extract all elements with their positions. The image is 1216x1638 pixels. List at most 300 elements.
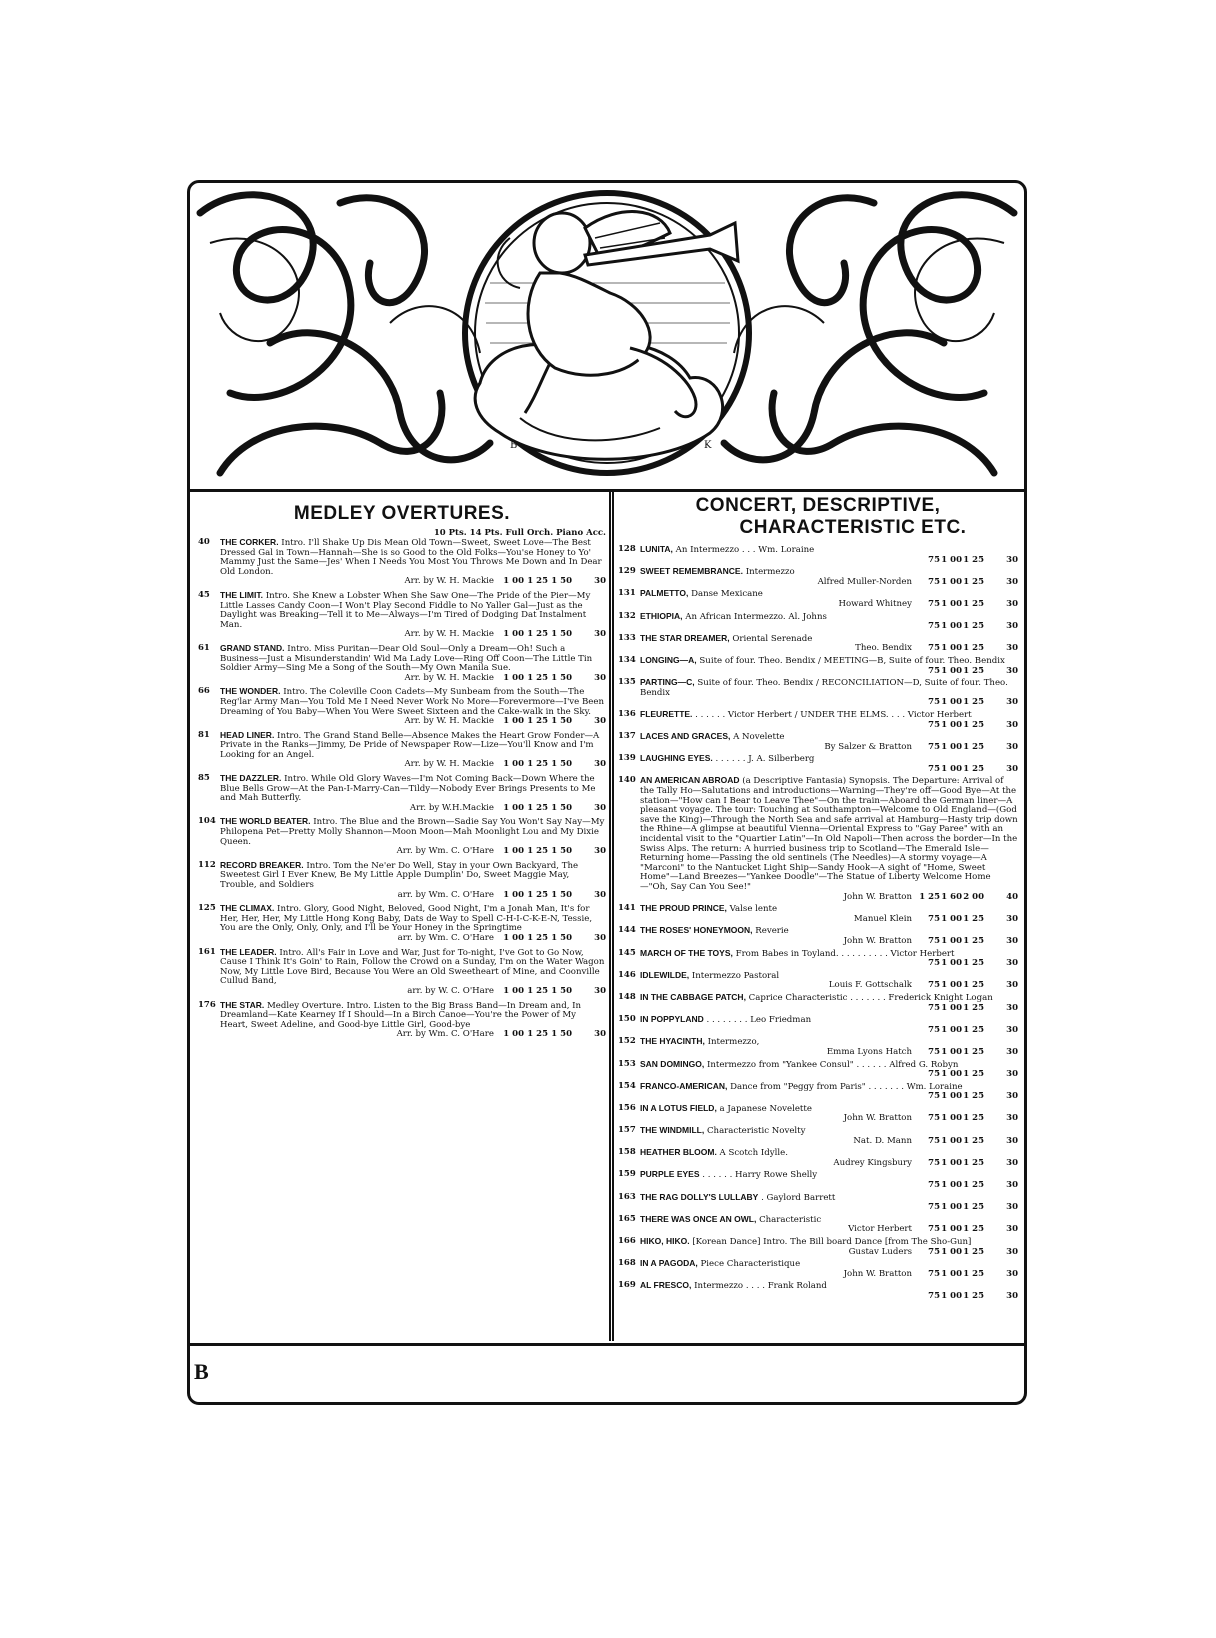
entry-price: 1 00	[941, 958, 962, 969]
entry-composer: John W. Bratton	[843, 1268, 912, 1279]
entry-composer: Audrey Kingsbury	[833, 1157, 912, 1168]
entry-composer: Nat. D. Mann	[853, 1135, 912, 1146]
entry-price: 1 00	[941, 1069, 962, 1080]
entry-price: 30	[594, 846, 606, 857]
entry-price: 1 00	[941, 643, 962, 654]
entry-arranger: Arr. by W. H. Mackie	[404, 576, 494, 587]
entry-price: 1 50	[551, 802, 572, 813]
entry-prices	[918, 1159, 1018, 1169]
concert-entry	[618, 710, 1018, 730]
entry-description: An Intermezzo . . . Wm. Loraine	[675, 545, 815, 555]
entry-price: 1 00	[941, 1246, 962, 1257]
entry-price: 75	[928, 913, 940, 924]
entry-number: 133	[618, 632, 636, 643]
entry-title: THE WONDER.	[220, 686, 281, 697]
entry-number: 134	[618, 654, 636, 665]
concert-entry	[618, 1082, 1018, 1102]
entry-number: 146	[618, 969, 636, 980]
entry-body	[220, 1001, 606, 1040]
entry-body	[640, 926, 1018, 946]
entry-description: Characteristic	[759, 1214, 822, 1225]
entry-description: . . . . . . Victor Herbert / UNDER THE ELMS. . . . Victor Herbert	[695, 709, 972, 720]
entry-body	[640, 1082, 1018, 1102]
entry-number: 158	[618, 1147, 636, 1158]
entry-number: 139	[618, 753, 636, 764]
entry-price: 30	[1006, 1024, 1018, 1035]
entry-body	[220, 591, 606, 640]
entry-price: 30	[1006, 1290, 1018, 1301]
entry-price: 30	[594, 716, 606, 727]
entry-description: Intro. Miss Puritan—Dear Old Soul—Only a Dream—Oh! Such a Business—Just a Misunderstandin' Wid Ma Lady Love—Ring Off Coon—The Little Tin Soldier Army—Sing Me a Song of the South—My Own Manila Sue.	[220, 643, 593, 674]
entry-number: 163	[618, 1191, 636, 1202]
entry-price: 1 50	[551, 629, 572, 640]
entry-price: 30	[1006, 665, 1018, 676]
medley-entry	[198, 861, 606, 900]
entry-body	[640, 1126, 1018, 1146]
entry-body	[640, 1215, 1018, 1235]
entry-description: Intro. The Coleville Coon Cadets—My Sunbeam from the South—The Reg'lar Army Man—You Told Me I Need Never Work No More—Forevermore—I've Been Dreaming of You Baby—When You Were Sweet Sixteen and the Cake-walk in the Sky.	[220, 687, 604, 717]
concert-list	[618, 545, 1018, 1302]
price-col-10pts: 10 Pts.	[433, 528, 467, 538]
entry-price: 1 50	[551, 889, 572, 900]
entry-number: 85	[198, 773, 210, 784]
entry-price: 30	[1006, 1135, 1018, 1146]
entry-composer: Gustav Luders	[848, 1246, 912, 1257]
entry-credit-line	[640, 698, 1018, 708]
entry-composer: By Salzer & Bratton	[824, 741, 912, 752]
medley-list	[198, 538, 606, 1040]
entry-price: 1 00	[941, 1046, 962, 1057]
entry-credit-line	[220, 1030, 606, 1040]
entry-credit-line	[640, 1292, 1018, 1302]
entry-price: 75	[928, 1024, 940, 1035]
entry-price: 1 25	[963, 980, 984, 991]
entry-title: MARCH OF THE TOYS,	[640, 947, 733, 958]
medley-entry	[198, 591, 606, 640]
entry-price: 1 25	[963, 763, 984, 774]
entry-description: Caprice Characteristic . . . . . . . Frederick Knight Logan	[748, 992, 993, 1003]
entry-body	[640, 634, 1018, 654]
entry-body	[640, 1104, 1018, 1124]
entry-prices	[918, 1225, 1018, 1235]
medley-entry	[198, 774, 606, 813]
entry-prices	[918, 765, 1018, 775]
entry-composer: Theo. Bendix	[855, 643, 912, 654]
entry-title: SWEET REMEMBRANCE.	[640, 566, 743, 577]
entry-title: HEAD LINER.	[220, 729, 275, 740]
entry-price: 30	[1006, 980, 1018, 991]
entry-composer: John W. Bratton	[843, 1113, 912, 1124]
entry-prices	[500, 760, 606, 770]
entry-price: 1 00	[941, 665, 962, 676]
entry-title: LONGING—A,	[640, 654, 697, 665]
entry-credit-line	[640, 893, 1018, 903]
entry-text	[640, 776, 1018, 892]
entry-credit-line	[220, 934, 606, 944]
entry-prices	[918, 698, 1018, 708]
entry-text	[640, 678, 1018, 698]
entry-prices	[918, 981, 1018, 991]
entry-body	[220, 687, 606, 726]
entry-description: Intermezzo	[745, 567, 795, 578]
entry-description: [Korean Dance] Intro. The Bill board Dance [from The Sho-Gun]	[692, 1237, 972, 1247]
entry-number: 141	[618, 903, 636, 914]
entry-price: 30	[594, 802, 606, 813]
entry-description: Oriental Serenade	[732, 633, 813, 644]
entry-price: 1 50	[551, 1029, 572, 1040]
entry-price: 30	[594, 985, 606, 996]
medley-entry	[198, 731, 606, 770]
entry-body	[220, 948, 606, 997]
entry-prices	[918, 1114, 1018, 1124]
entry-number: 104	[198, 816, 216, 827]
entry-number: 144	[618, 925, 636, 936]
entry-body	[640, 904, 1018, 924]
entry-credit-line	[640, 622, 1018, 632]
entry-prices	[500, 891, 606, 901]
entry-prices	[500, 987, 606, 997]
concert-entry	[618, 993, 1018, 1013]
entry-price: 30	[1006, 958, 1018, 969]
entry-price: 30	[1006, 763, 1018, 774]
entry-body	[640, 678, 1018, 708]
entry-body	[640, 1037, 1018, 1057]
entry-description: Reverie	[755, 926, 789, 937]
entry-title: PALMETTO,	[640, 588, 689, 599]
entry-credit-line	[640, 1225, 1018, 1235]
concert-entry	[618, 949, 1018, 969]
entry-title: THE PROUD PRINCE,	[640, 903, 727, 914]
entry-price: 1 00	[941, 980, 962, 991]
entry-prices	[918, 622, 1018, 632]
entry-price: 1 25	[527, 889, 548, 900]
artist-initial-right: K	[704, 440, 712, 451]
entry-number: 131	[618, 588, 636, 599]
entry-prices	[500, 1030, 606, 1040]
entry-price: 1 00	[941, 1180, 962, 1191]
entry-prices	[500, 934, 606, 944]
entry-price: 1 25	[527, 629, 548, 640]
entry-prices	[918, 1270, 1018, 1280]
entry-title: AN AMERICAN ABROAD	[640, 775, 740, 786]
entry-body	[640, 656, 1018, 676]
entry-prices	[500, 630, 606, 640]
entry-body	[640, 993, 1018, 1013]
concert-entry	[618, 1170, 1018, 1190]
entry-credit-line	[220, 674, 606, 684]
entry-title: LACES AND GRACES,	[640, 731, 731, 742]
entry-price: 30	[1006, 697, 1018, 708]
entry-price: 30	[594, 759, 606, 770]
entry-price: 75	[928, 643, 940, 654]
entry-price: 1 50	[551, 672, 572, 683]
entry-description: Intro. I'll Shake Up Dis Mean Old Town—Sweet, Sweet Love—The Best Dressed Gal in Town—Hannah—She is so Good to the Old Folks—You'se Honey to Yo' Mammy Just the Same—Jes' When I Needs You Most You Throws Me Down and In Dear Old London.	[220, 538, 602, 577]
entry-number: 176	[198, 999, 216, 1010]
entry-description: Suite of four. Theo. Bendix / RECONCILIATION—D, Suite of four. Theo. Bendix	[640, 678, 1008, 698]
entry-price: 1 25	[963, 1024, 984, 1035]
entry-title: IN POPPYLAND	[640, 1014, 704, 1025]
entry-price: 1 00	[503, 576, 524, 587]
entry-price: 1 25	[963, 1002, 984, 1013]
entry-price: 1 00	[941, 1157, 962, 1168]
entry-description: . . . . . . Harry Rowe Shelly	[702, 1170, 818, 1181]
medley-entry	[198, 538, 606, 587]
concert-entry	[618, 545, 1018, 565]
entry-title: FRANCO-AMERICAN,	[640, 1080, 728, 1091]
entry-body	[640, 1148, 1018, 1168]
entry-text	[640, 545, 1018, 556]
entry-prices	[918, 556, 1018, 566]
medley-overtures-heading: MEDLEY OVERTURES.	[293, 503, 511, 524]
entry-credit-line	[640, 1092, 1018, 1102]
entry-price: 75	[928, 741, 940, 752]
entry-price: 1 00	[503, 716, 524, 727]
entry-price: 1 00	[941, 1268, 962, 1279]
entry-title: THE ROSES' HONEYMOON,	[640, 925, 753, 936]
entry-price: 30	[594, 576, 606, 587]
entry-price: 30	[594, 932, 606, 943]
entry-title: HIKO, HIKO.	[640, 1236, 690, 1246]
entry-number: 156	[618, 1102, 636, 1113]
entry-price: 75	[928, 958, 940, 969]
entry-number: 148	[618, 991, 636, 1002]
entry-title: THE WORLD BEATER.	[220, 816, 311, 827]
entry-title: IN A PAGODA,	[640, 1258, 698, 1269]
entry-body	[640, 971, 1018, 991]
entry-credit-line	[640, 915, 1018, 925]
entry-text	[640, 656, 1018, 667]
entry-price: 1 25	[527, 846, 548, 857]
entry-price: 30	[1006, 719, 1018, 730]
entry-number: 112	[198, 859, 216, 870]
entry-composer: Victor Herbert	[848, 1224, 912, 1235]
entry-description: . . . . . . . . Leo Friedman	[706, 1015, 812, 1026]
entry-prices	[918, 937, 1018, 947]
entry-price: 1 25	[963, 1246, 984, 1257]
concert-descriptive-column	[618, 493, 1018, 1338]
entry-text	[640, 993, 1018, 1004]
entry-price: 1 00	[503, 889, 524, 900]
entry-prices	[918, 1203, 1018, 1213]
entry-price: 1 25	[963, 1046, 984, 1057]
entry-prices	[918, 1292, 1018, 1302]
entry-price: 1 00	[941, 913, 962, 924]
entry-price: 1 00	[941, 697, 962, 708]
entry-arranger: arr. by W. C. O'Hare	[407, 985, 494, 996]
entry-price: 30	[1006, 1046, 1018, 1057]
entry-price: 1 00	[503, 1029, 524, 1040]
entry-number: 66	[198, 686, 210, 697]
entry-prices	[918, 1137, 1018, 1147]
entry-title: THE LEADER.	[220, 946, 277, 957]
entry-number: 159	[618, 1169, 636, 1180]
entry-number: 166	[618, 1236, 636, 1246]
entry-prices	[500, 717, 606, 727]
medley-entry	[198, 948, 606, 997]
concert-entry	[618, 567, 1018, 587]
entry-description: Valse lente	[729, 904, 778, 915]
entry-credit-line	[640, 765, 1018, 775]
entry-credit-line	[640, 1004, 1018, 1014]
entry-price: 1 50	[551, 716, 572, 727]
concert-entry	[618, 1104, 1018, 1124]
entry-price: 30	[1006, 1002, 1018, 1013]
entry-price: 1 25	[527, 672, 548, 683]
entry-price: 40	[1006, 891, 1018, 902]
entry-title: RECORD BREAKER.	[220, 859, 304, 870]
medley-entry	[198, 817, 606, 856]
entry-prices	[918, 578, 1018, 588]
page-letter: B	[194, 1359, 209, 1384]
concert-entry	[618, 678, 1018, 708]
entry-description: From Babes in Toyland. . . . . . . . . . Victor Herbert	[735, 948, 955, 959]
concert-entry	[618, 1148, 1018, 1168]
entry-price: 1 00	[941, 935, 962, 946]
entry-body	[220, 731, 606, 770]
entry-title: SAN DOMINGO,	[640, 1058, 705, 1069]
entry-number: 145	[618, 947, 636, 958]
entry-price: 30	[1006, 913, 1018, 924]
entry-price: 75	[928, 697, 940, 708]
entry-number: 165	[618, 1213, 636, 1224]
entry-body	[640, 1259, 1018, 1279]
entry-prices	[918, 1181, 1018, 1191]
entry-credit-line	[640, 1248, 1018, 1258]
entry-body	[220, 538, 606, 587]
entry-arranger: Arr. by W. H. Mackie	[404, 716, 494, 727]
entry-price: 1 00	[503, 629, 524, 640]
entry-price: 1 25	[963, 1268, 984, 1279]
entry-body	[640, 1060, 1018, 1080]
entry-title: THE CLIMAX.	[220, 903, 275, 914]
entry-description: A Scotch Idylle.	[719, 1148, 788, 1159]
entry-price: 1 25	[963, 1290, 984, 1301]
entry-title: AL FRESCO,	[640, 1280, 692, 1291]
entry-price: 30	[1006, 935, 1018, 946]
entry-description: Intro. The Blue and the Brown—Sadie Say You Won't Say Nay—My Philopena Pet—Pretty Molly Shannon—Moon Moon—Mah Moonlight Lou and My Dixie Queen.	[220, 817, 605, 847]
entry-prices	[918, 644, 1018, 654]
entry-price: 75	[928, 1113, 940, 1124]
entry-description: a Japanese Novelette	[719, 1103, 812, 1114]
entry-prices	[500, 847, 606, 857]
footer-rule	[190, 1343, 1024, 1346]
entry-price: 1 00	[941, 1224, 962, 1235]
concert-entry	[618, 1193, 1018, 1213]
entry-credit-line	[220, 630, 606, 640]
entry-credit-line	[640, 578, 1018, 588]
entry-price: 75	[928, 719, 940, 730]
entry-credit-line	[220, 760, 606, 770]
entry-credit-line	[640, 721, 1018, 731]
concert-entry	[618, 1015, 1018, 1035]
entry-arranger: arr. by Wm. C. O'Hare	[397, 932, 494, 943]
entry-number: 81	[198, 729, 210, 740]
entry-credit-line	[220, 987, 606, 997]
entry-price: 30	[594, 889, 606, 900]
entry-number: 168	[618, 1258, 636, 1269]
entry-number: 157	[618, 1125, 636, 1136]
entry-title: FLEURETTE.	[640, 708, 693, 719]
entry-composer: Manuel Klein	[853, 913, 912, 924]
medley-entry	[198, 904, 606, 943]
entry-description: Intro. She Knew a Lobster When She Saw One—The Pride of the Pier—My Little Lasses Candy Coon—I Won't Play Second Fiddle to No Yaller Gal—Just as the Daylight was Breaking—Tell it to Me—Always—I'm Tired of Dodging Dat Instalment Man.	[220, 590, 591, 630]
entry-prices	[918, 743, 1018, 753]
entry-title: PURPLE EYES	[640, 1169, 700, 1180]
entry-price: 1 00	[941, 763, 962, 774]
entry-title: THE WINDMILL,	[640, 1125, 705, 1136]
entry-title: GRAND STAND.	[220, 642, 285, 653]
artist-initial-left: B	[510, 440, 518, 451]
entry-description: Intermezzo,	[707, 1037, 760, 1048]
entry-body	[640, 776, 1018, 902]
entry-credit-line	[640, 1159, 1018, 1169]
entry-prices	[918, 1026, 1018, 1036]
entry-title: HEATHER BLOOM.	[640, 1147, 717, 1158]
entry-price: 1 25	[527, 985, 548, 996]
entry-price: 1 25	[963, 697, 984, 708]
entry-number: 61	[198, 642, 210, 653]
medley-entry	[198, 644, 606, 683]
entry-number: 169	[618, 1280, 636, 1291]
entry-price: 1 25	[963, 598, 984, 609]
price-col-14pts: 14 Pts.	[469, 528, 503, 538]
entry-title: IDLEWILDE,	[640, 969, 690, 980]
entry-price: 75	[928, 1268, 940, 1279]
concert-entry	[618, 971, 1018, 991]
entry-arranger: Arr. by W. H. Mackie	[404, 672, 494, 683]
entry-body	[640, 1015, 1018, 1035]
entry-title: THE DAZZLER.	[220, 773, 282, 784]
entry-body	[220, 861, 606, 900]
entry-body	[640, 732, 1018, 752]
entry-description: Danse Mexicane	[691, 589, 763, 600]
entry-prices	[500, 577, 606, 587]
entry-price: 1 50	[551, 576, 572, 587]
entry-price: 1 00	[503, 802, 524, 813]
entry-price: 1 50	[551, 932, 572, 943]
entry-number: 129	[618, 566, 636, 577]
medley-overtures-column	[198, 493, 606, 1338]
entry-price: 75	[928, 1002, 940, 1013]
entry-description: Piece Characteristique	[700, 1259, 801, 1270]
entry-number: 140	[618, 775, 636, 786]
entry-price: 1 00	[503, 759, 524, 770]
entry-prices	[918, 1048, 1018, 1058]
concert-entry	[618, 776, 1018, 902]
entry-price: 75	[928, 1290, 940, 1301]
entry-price: 30	[1006, 554, 1018, 565]
entry-composer: Howard Whitney	[838, 598, 912, 609]
entry-composer: John W. Bratton	[843, 935, 912, 946]
entry-price: 30	[594, 629, 606, 640]
entry-price: 1 25	[963, 554, 984, 565]
entry-body	[220, 644, 606, 683]
entry-description: Intro. Tom the Ne'er Do Well, Stay in your Own Backyard, The Sweetest Girl I Ever Knew, Be My Little Apple Dumplin' Do, Sweet Maggie May, Trouble, and Soldiers	[220, 860, 579, 890]
concert-heading-line2: CHARACTERISTIC ETC.	[739, 517, 967, 538]
entry-price: 75	[928, 665, 940, 676]
entry-price: 30	[1006, 598, 1018, 609]
entry-credit-line	[640, 1070, 1018, 1080]
entry-description: Dance from "Peggy from Paris" . . . . . . . Wm. Loraine	[730, 1081, 963, 1092]
entry-price: 30	[1006, 643, 1018, 654]
entry-price: 30	[594, 1029, 606, 1040]
entry-price: 75	[928, 1202, 940, 1213]
entry-price: 75	[928, 1046, 940, 1057]
entry-price: 1 00	[503, 846, 524, 857]
entry-title: LUNITA,	[640, 544, 673, 554]
entry-number: 125	[198, 903, 216, 914]
entry-credit-line	[640, 667, 1018, 677]
